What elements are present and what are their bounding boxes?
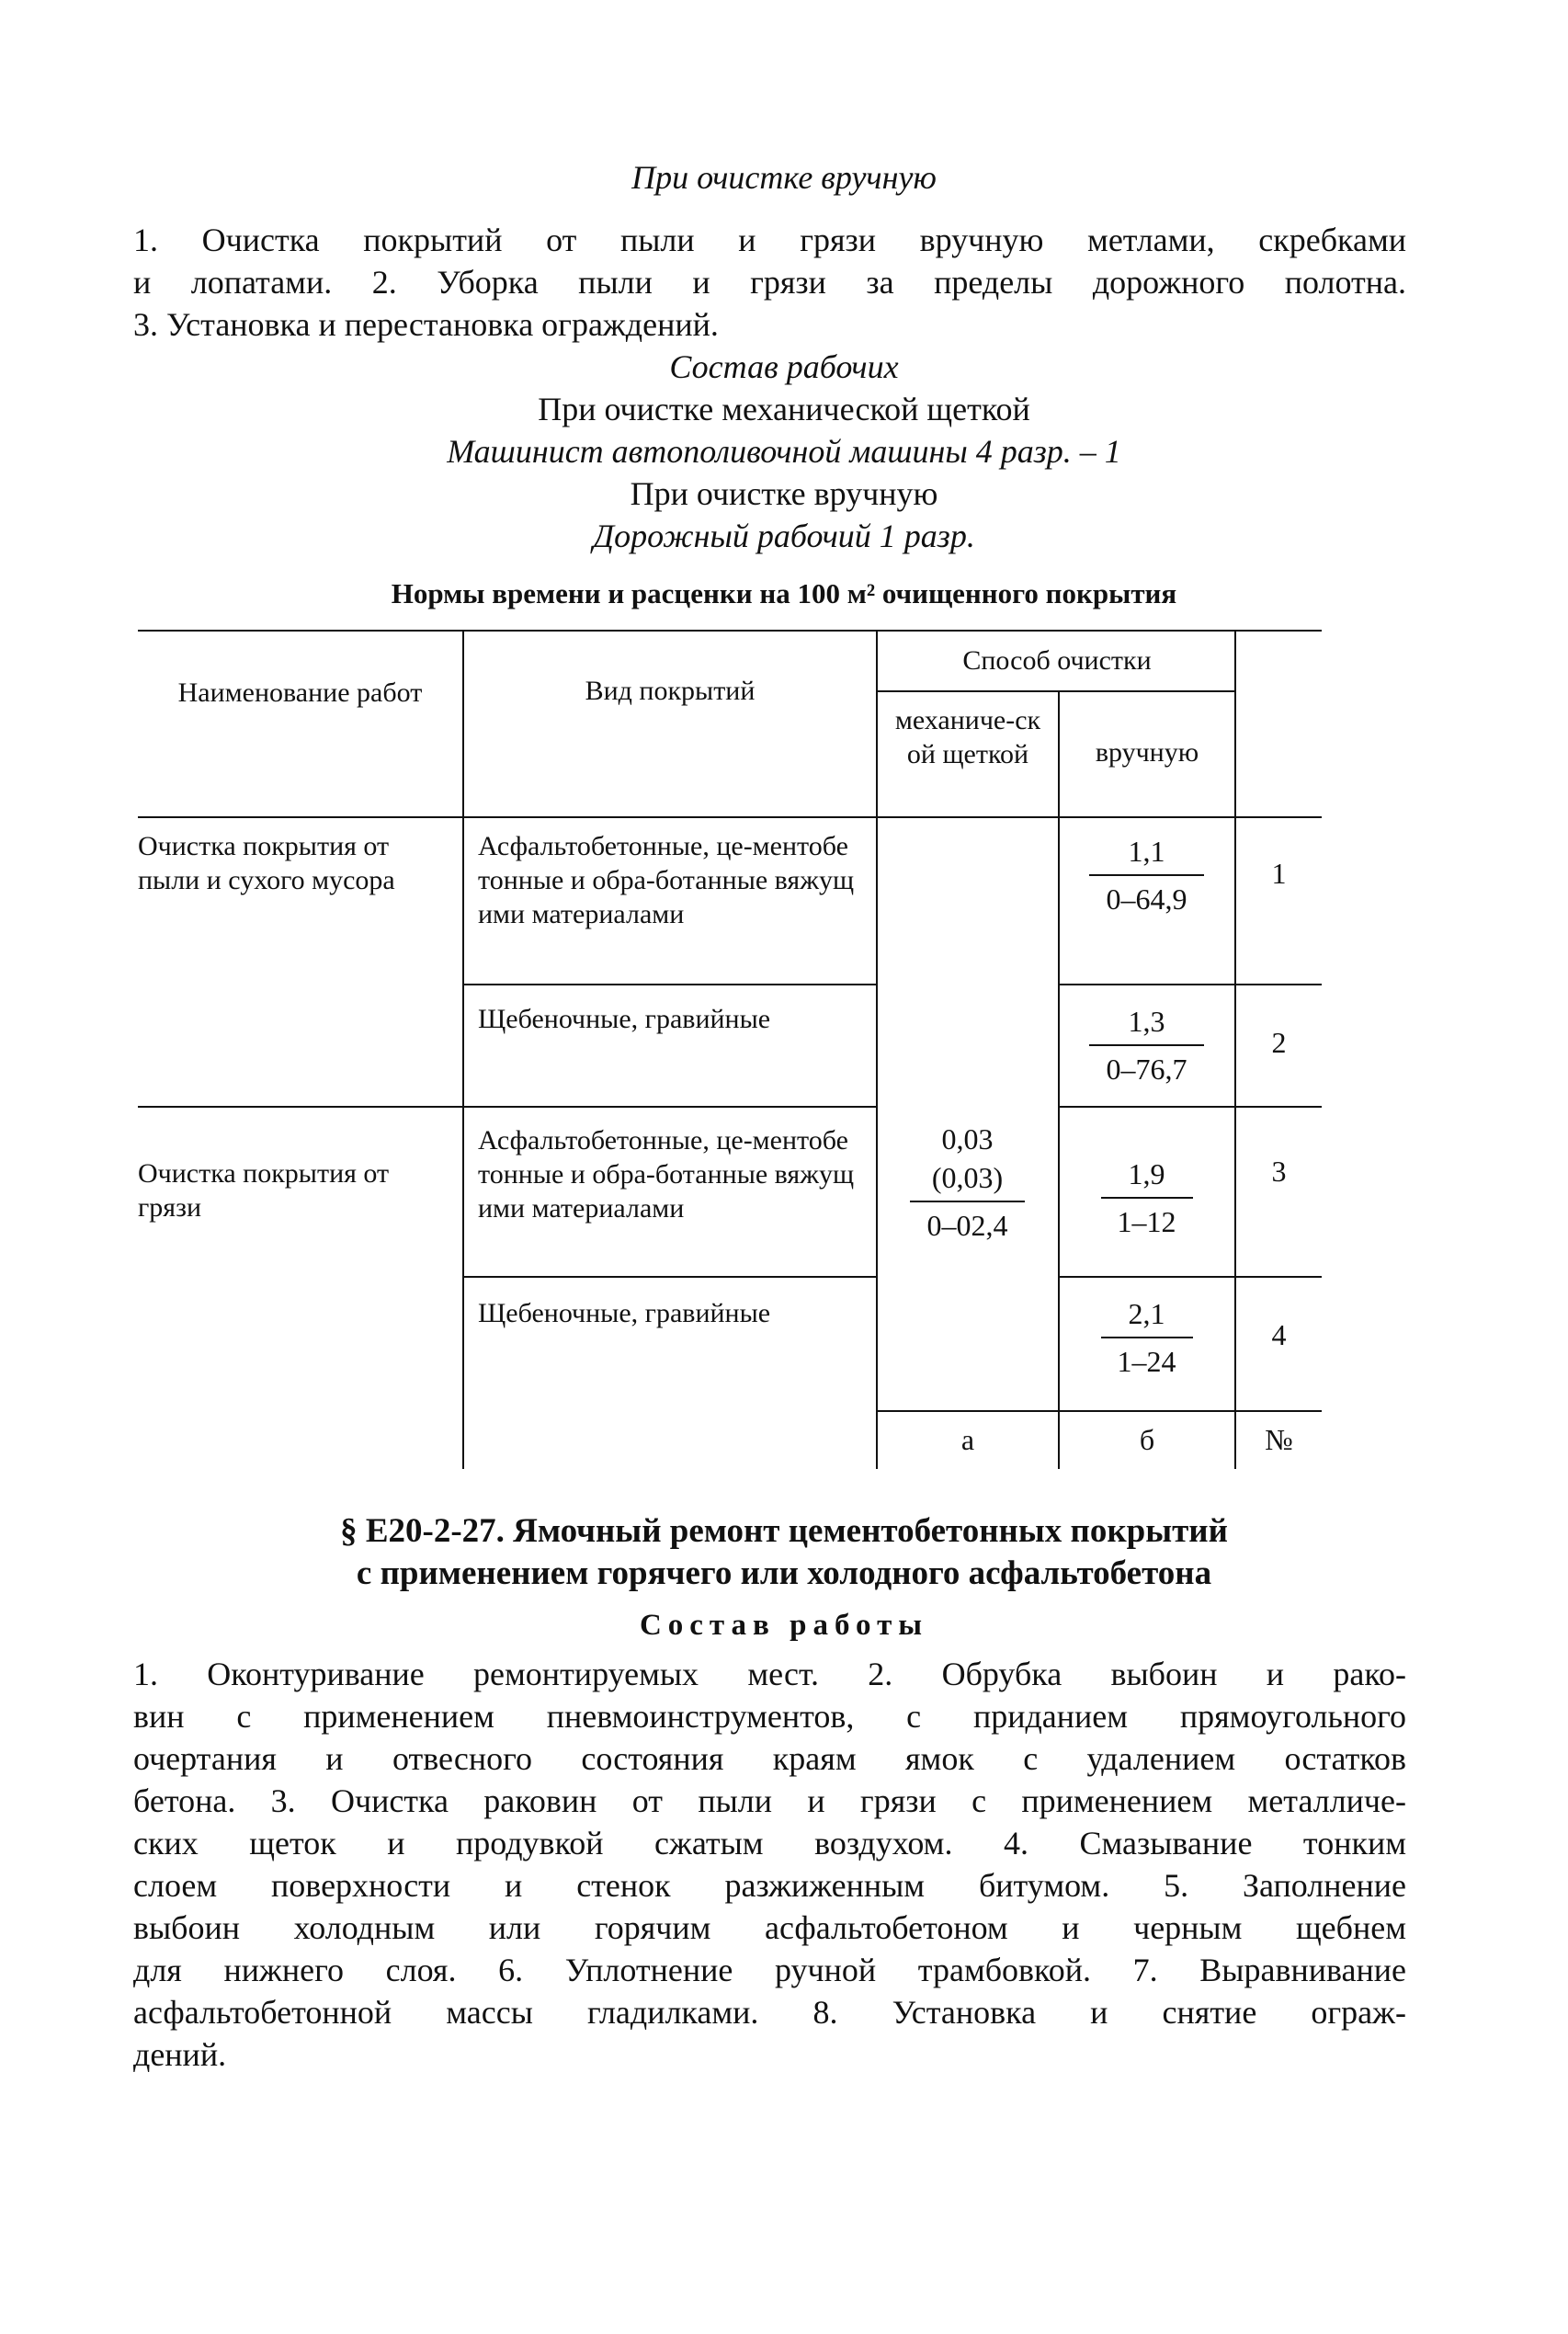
fraction-bar	[910, 1201, 1025, 1202]
row2-surface: Щебеночные, гравийные	[478, 1004, 771, 1034]
section-line-9: асфальтобетонной массы гладилками. 8. Установка и снятие ограж-	[133, 1994, 1406, 2031]
table-caption: Нормы времени и расценки на 100 м² очищенного покрытия	[391, 577, 1177, 609]
header-method: Способ очистки	[962, 645, 1152, 676]
row2-number: 2	[1271, 1026, 1287, 1059]
row4-manual-value	[1066, 1294, 1227, 1381]
group-name-dust: Очистка покрытия от пыли и сухого мусора	[138, 831, 395, 895]
row3-rule-surface	[464, 1276, 878, 1278]
row4-number: 4	[1271, 1318, 1287, 1351]
footer-col-b: б	[1139, 1423, 1155, 1456]
section-line-4: бетона. 3. Очистка раковин от пыли и грязи с применением металличе-	[133, 1782, 1406, 1819]
row1-rule-surface	[464, 984, 878, 985]
work-line-1: 1. Очистка покрытий от пыли и грязи вручную метлами, скребками	[133, 222, 1406, 258]
row3-manual-value	[1066, 1155, 1227, 1241]
manual-cleaning-title: При очистке вручную	[631, 159, 937, 196]
col-rule-2	[876, 630, 878, 1469]
fraction-bar	[1089, 1044, 1204, 1046]
section-heading-line-1: § Е20-2-27. Ямочный ремонт цементобетонных покрытий	[340, 1512, 1228, 1550]
header-bottom-rule	[138, 816, 1322, 818]
footer-col-no: №	[1265, 1423, 1293, 1456]
row4-manual-den: 1–24	[1117, 1345, 1176, 1378]
row1-number: 1	[1271, 857, 1287, 890]
row4-manual-num: 2,1	[1128, 1297, 1165, 1330]
section-subtitle: Состав работы	[639, 1609, 929, 1642]
crew-manual-label: При очистке вручную	[630, 475, 938, 512]
work-line-2: и лопатами. 2. Уборка пыли и грязи за пределы дорожного полотна.	[133, 264, 1406, 301]
section-line-5: ских щеток и продувкой сжатым воздухом. 4. Смазывание тонким	[133, 1825, 1406, 1862]
row2-manual-num: 1,3	[1128, 1005, 1165, 1038]
mechanical-value	[882, 1120, 1052, 1245]
row1-manual-num: 1,1	[1128, 835, 1165, 868]
group-divider-rule	[138, 1106, 878, 1108]
row1-manual-value	[1066, 832, 1227, 918]
group-name-dirt: Очистка покрытия от грязи	[138, 1158, 390, 1223]
section-line-7: выбоин холодным или горячим асфальтобетоном и черным щебнем	[133, 1909, 1406, 1946]
section-line-3: очертания и отвесного состояния краям ямок с удалением остатков	[133, 1740, 1406, 1777]
section-heading-line-2: с применением горячего или холодного асфальтобетона	[356, 1554, 1212, 1592]
row3-rule-right	[1060, 1276, 1322, 1278]
fraction-bar	[1089, 874, 1204, 876]
row2-rule-right	[1060, 1106, 1322, 1108]
row2-manual-den: 0–76,7	[1106, 1053, 1187, 1086]
header-surface: Вид покрытий	[585, 676, 756, 706]
crew-mech-worker: Машинист автополивочной машины 4 разр. – 1	[447, 433, 1121, 470]
col-rule-3	[1058, 690, 1060, 1469]
section-line-1: 1. Оконтуривание ремонтируемых мест. 2. Обрубка выбоин и рако-	[133, 1656, 1406, 1692]
col-rule-1	[462, 630, 464, 1469]
method-subheader-rule	[878, 690, 1236, 692]
crew-manual-worker: Дорожный рабочий 1 разр.	[593, 518, 975, 554]
section-line-2: вин с применением пневмоинструментов, с приданием прямоугольного	[133, 1698, 1406, 1735]
work-line-3: 3. Установка и перестановка ограждений.	[133, 306, 719, 343]
header-mechanical: механиче-ской щеткой	[894, 705, 1041, 769]
section-line-10: дений.	[133, 2036, 227, 2073]
header-manual: вручную	[1095, 737, 1199, 768]
row2-manual-value	[1066, 1002, 1227, 1088]
section-line-6: слоем поверхности и стенок разжиженным битумом. 5. Заполнение	[133, 1867, 1406, 1904]
mechanical-num2: (0,03)	[931, 1161, 1004, 1194]
row3-number: 3	[1271, 1155, 1287, 1188]
col-rule-4	[1234, 630, 1236, 1469]
table-top-rule	[138, 630, 1322, 632]
row3-surface: Асфальтобетонные, це-ментобетонные и обра-ботанные вяжущими материалами	[478, 1125, 855, 1224]
row1-surface: Асфальтобетонные, це-ментобетонные и обра-ботанные вяжущими материалами	[478, 831, 855, 929]
footer-col-a: а	[960, 1423, 975, 1456]
row1-manual-den: 0–64,9	[1106, 882, 1187, 916]
row1-rule-right	[1060, 984, 1322, 985]
row3-manual-num: 1,9	[1128, 1157, 1165, 1190]
crew-title: Состав рабочих	[669, 348, 899, 385]
mechanical-den: 0–02,4	[926, 1209, 1008, 1242]
mechanical-num1: 0,03	[941, 1122, 994, 1156]
header-work-name: Наименование работ	[177, 677, 423, 708]
section-line-8: для нижнего слоя. 6. Уплотнение ручной трамбовкой. 7. Выравнивание	[133, 1952, 1406, 1988]
footer-top-rule	[878, 1410, 1322, 1412]
fraction-bar	[1101, 1197, 1193, 1199]
fraction-bar	[1101, 1337, 1193, 1338]
crew-mech-label: При очистке механической щеткой	[538, 391, 1030, 427]
row4-surface: Щебеночные, гравийные	[478, 1298, 771, 1328]
row3-manual-den: 1–12	[1117, 1205, 1176, 1238]
